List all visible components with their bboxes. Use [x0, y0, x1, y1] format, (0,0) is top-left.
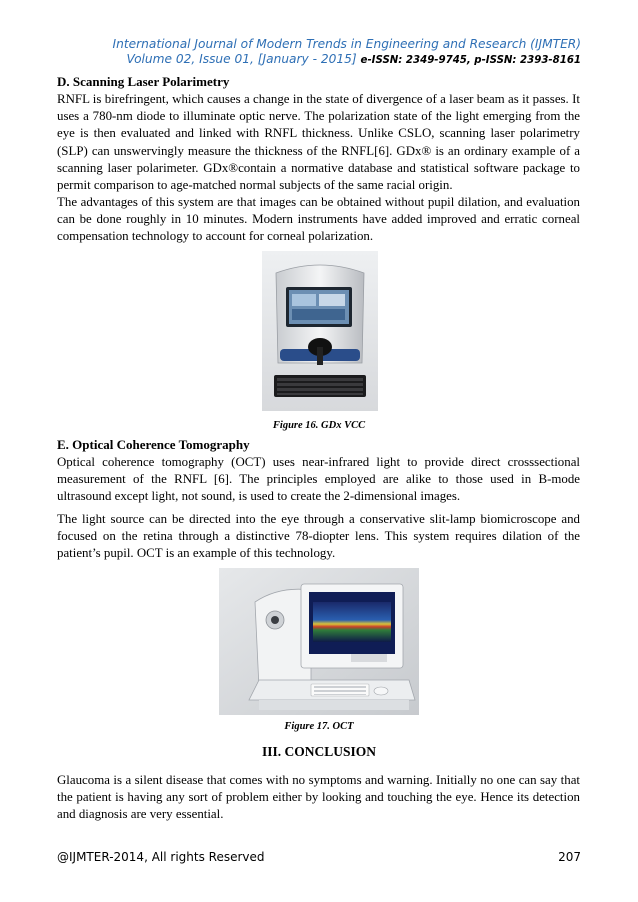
footer-copyright: @IJMTER-2014, All rights Reserved — [57, 850, 265, 864]
figure-17-image — [219, 568, 419, 715]
section-e-paragraph-1: Optical coherence tomography (OCT) uses near-infrared light to provide direct crosssectional measurement of the RNFL [6]. The principles employed are alike to those used in B-mode ultrasound except light, not sound, is used to create the 2-dimensional images. — [57, 455, 580, 504]
conclusion-heading: III. CONCLUSION — [261, 744, 377, 759]
journal-volume-line — [126, 52, 581, 66]
gdx-device-illustration — [262, 251, 378, 411]
section-e-heading: E. Optical Coherence Tomography — [57, 437, 250, 452]
section-d-paragraph-2: The advantages of this system are that images can be obtained without pupil dilation, and evaluation can be done roughly in 10 minutes. Modern instruments have added improved and erratic corneal compensation technology to account for corneal polarization. — [57, 195, 580, 244]
figure-16-caption: Figure 16. GDx VCC — [272, 420, 366, 431]
section-e-paragraph-2: The light source can be directed into the eye through a conservative slit-lamp biomicroscope and focused on the retina through a distinctive 78-diopter lens. This system requires dilation of the patient’s pupil. OCT is an example of this technology. — [57, 512, 580, 561]
journal-volume: Volume 02, Issue 01, [January - 2015] — [126, 52, 357, 66]
figure-16-image — [262, 251, 378, 411]
oct-device-illustration — [219, 568, 419, 715]
section-d-heading: D. Scanning Laser Polarimetry — [57, 74, 230, 89]
section-d-paragraph-1: RNFL is birefringent, which causes a change in the state of divergence of a laser beam as it passes. It uses a 780-nm diode to illuminate optic nerve. The polarization state of the light emerging from the eye is then evaluated and linked with RNFL thickness. Unlike CSLO, scanning laser polarimetry (SLP) can unswervingly measure the thickness of the RNFL[6]. GDx® is an ordinary example of a scanning laser polarimeter. GDx®contain a normative database and statistical software package to permit comparison to age-matched normal subjects of the same racial origin. — [57, 92, 580, 193]
footer-page-number: 207 — [558, 850, 581, 864]
conclusion-paragraph: Glaucoma is a silent disease that comes with no symptoms and warning. Initially no one can say that the patient is having any sort of problem either by looking and touching the eye. Hence its detection and diagnosis are very essential. — [57, 773, 580, 822]
journal-title: International Journal of Modern Trends in Engineering and Research (IJMTER) — [112, 37, 581, 51]
figure-17-caption: Figure 17. OCT — [284, 721, 354, 732]
journal-issn: e-ISSN: 2349-9745, p-ISSN: 2393-8161 — [360, 55, 581, 66]
